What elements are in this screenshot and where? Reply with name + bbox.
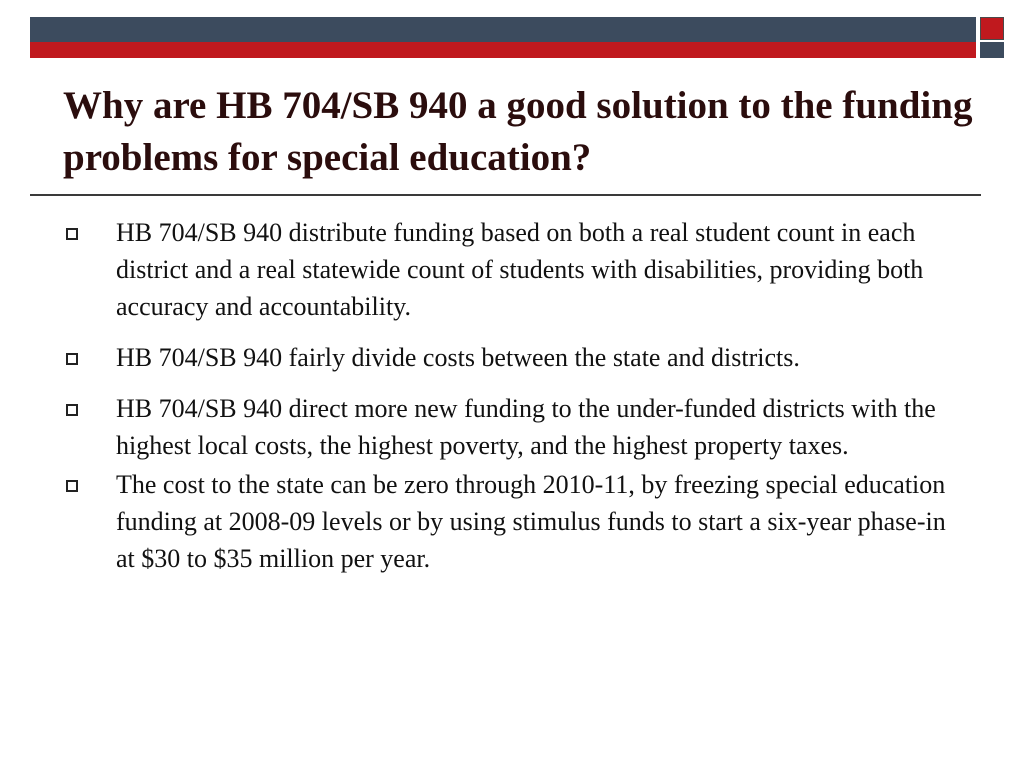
corner-square-red	[980, 17, 1004, 40]
bullet-list	[62, 214, 952, 577]
hollow-square-bullet-icon	[66, 228, 78, 240]
bullet-item	[62, 214, 952, 325]
slide-title: Why are HB 704/SB 940 a good solution to the funding problems for special education?	[63, 84, 973, 179]
header-band-dark	[30, 17, 976, 42]
bullet-item	[62, 339, 952, 376]
bullet-text: The cost to the state can be zero through 2010-11, by freezing special education funding at 2008-09 levels or by using stimulus funds to start a six-year phase-in at $30 to $35 million per year.	[116, 470, 946, 573]
corner-square-dark	[980, 42, 1004, 58]
hollow-square-bullet-icon	[66, 353, 78, 365]
title-divider	[30, 194, 981, 196]
hollow-square-bullet-icon	[66, 404, 78, 416]
bullet-text: HB 704/SB 940 direct more new funding to the under-funded districts with the highest local costs, the highest poverty, and the highest property taxes.	[116, 394, 936, 460]
bullet-item	[62, 390, 952, 464]
header-band-red	[30, 42, 976, 58]
bullet-text: HB 704/SB 940 fairly divide costs between the state and districts.	[116, 343, 800, 372]
hollow-square-bullet-icon	[66, 480, 78, 492]
bullet-item	[62, 466, 952, 577]
bullet-text: HB 704/SB 940 distribute funding based on both a real student count in each district and a real statewide count of students with disabilities, providing both accuracy and accountability.	[116, 218, 924, 321]
